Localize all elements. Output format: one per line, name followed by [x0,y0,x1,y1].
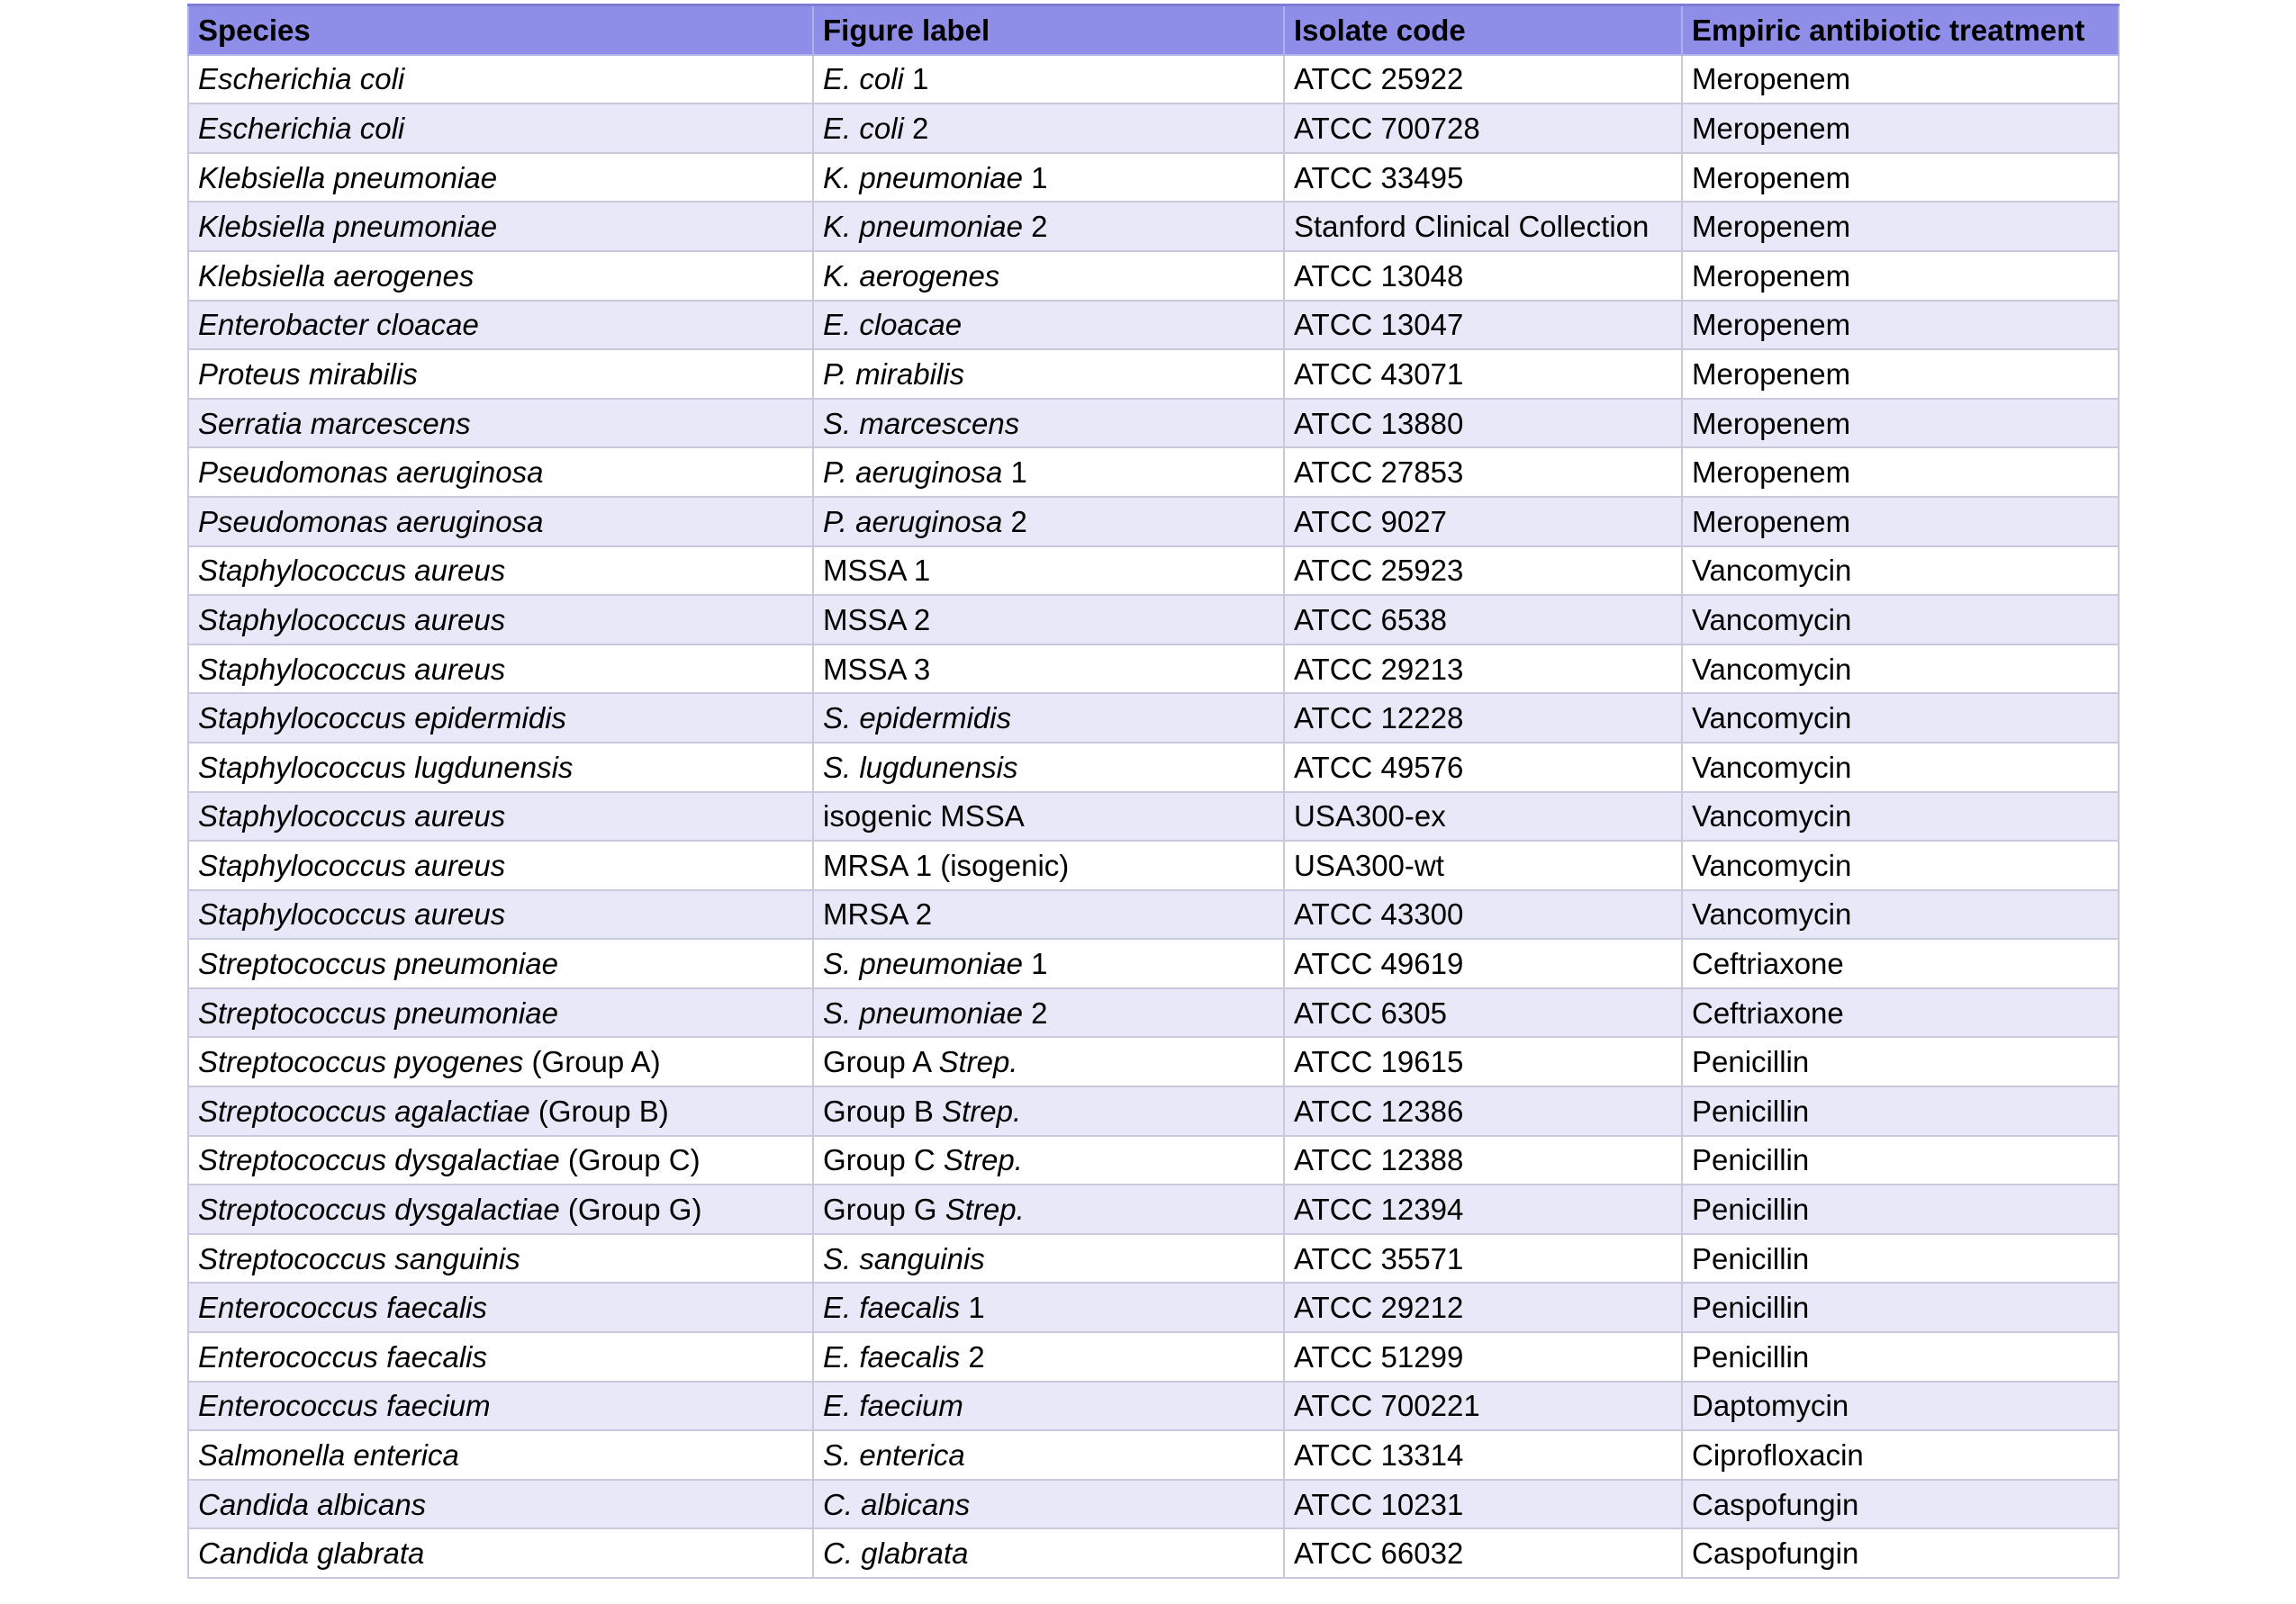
cell-empiric-treatment: Caspofungin [1682,1480,2119,1529]
figure-label-italic: K. pneumoniae [823,210,1023,244]
table-row [188,743,2119,792]
species-name: Candida glabrata [198,1536,425,1571]
cell-empiric-treatment: Meropenem [1682,251,2119,301]
cell-species [188,841,813,890]
table-row [188,202,2119,251]
cell-species [188,447,813,497]
header-figure-label: Figure label [813,5,1284,55]
figure-label-italic: S. pneumoniae [823,947,1023,981]
table-row [188,1037,2119,1086]
cell-isolate-code: ATCC 49619 [1284,939,1682,988]
species-name: Enterobacter cloacae [198,308,479,342]
table-body [188,55,2119,1578]
cell-species [188,301,813,350]
table-row [188,595,2119,644]
table-row [188,1430,2119,1480]
species-name: Escherichia coli [198,111,405,145]
species-group: (Group G) [559,1193,702,1227]
cell-isolate-code: ATCC 9027 [1284,497,1682,546]
table-row [188,841,2119,890]
table-row [188,1086,2119,1136]
cell-species [188,693,813,743]
figure-label-prefix: Group A [823,1045,939,1079]
species-name: Staphylococcus aureus [198,799,506,834]
cell-figure-label [813,1430,1284,1480]
cell-species [188,792,813,842]
species-name: Streptococcus pneumoniae [198,996,558,1030]
isolate-table [187,4,2120,1579]
cell-species [188,743,813,792]
cell-empiric-treatment: Meropenem [1682,497,2119,546]
cell-species [188,1136,813,1185]
cell-isolate-code: ATCC 25923 [1284,546,1682,596]
cell-empiric-treatment: Vancomycin [1682,841,2119,890]
cell-isolate-code: ATCC 12388 [1284,1136,1682,1185]
table-row [188,890,2119,940]
figure-label-text: MSSA 1 [823,554,931,588]
cell-isolate-code: ATCC 43300 [1284,890,1682,940]
cell-figure-label [813,595,1284,644]
figure-label-prefix: Group C [823,1143,944,1177]
species-name: Pseudomonas aeruginosa [198,504,544,538]
cell-isolate-code: ATCC 700728 [1284,104,1682,153]
table-row [188,1528,2119,1578]
header-empiric-treatment: Empiric antibiotic treatment [1682,5,2119,55]
table-row [188,399,2119,448]
figure-label-italic: E. faecalis [823,1339,961,1374]
cell-isolate-code: ATCC 51299 [1284,1332,1682,1382]
table-header [188,5,2119,55]
figure-label-text: 2 [1023,210,1048,244]
cell-empiric-treatment: Penicillin [1682,1136,2119,1185]
cell-figure-label [813,1185,1284,1234]
species-name: Streptococcus sanguinis [198,1241,520,1275]
table-row [188,1185,2119,1234]
cell-species [188,1037,813,1086]
species-name: Streptococcus dysgalactiae [198,1143,560,1177]
cell-species [188,349,813,399]
cell-figure-label [813,1332,1284,1382]
species-group: (Group A) [523,1045,661,1079]
species-name: Klebsiella pneumoniae [198,210,498,244]
species-name: Candida albicans [198,1487,427,1521]
cell-empiric-treatment: Vancomycin [1682,890,2119,940]
cell-isolate-code: USA300-wt [1284,841,1682,890]
cell-isolate-code: ATCC 10231 [1284,1480,1682,1529]
cell-species [188,497,813,546]
species-name: Streptococcus agalactiae [198,1094,530,1128]
species-name: Enterococcus faecium [198,1389,491,1423]
cell-species [188,55,813,104]
cell-isolate-code: ATCC 6305 [1284,988,1682,1038]
figure-label-text: isogenic MSSA [823,799,1025,834]
cell-isolate-code: USA300-ex [1284,792,1682,842]
table-row [188,1382,2119,1431]
figure-label-text: 1 [903,62,929,96]
cell-figure-label [813,349,1284,399]
table-row [188,792,2119,842]
table-row [188,1283,2119,1332]
cell-figure-label [813,644,1284,694]
figure-label-italic: E. faecium [823,1389,963,1423]
table-row [188,1234,2119,1284]
header-isolate-code: Isolate code [1284,5,1682,55]
table-row [188,693,2119,743]
figure-label-text: 1 [960,1291,985,1325]
cell-species [188,939,813,988]
table-row [188,546,2119,596]
cell-isolate-code: ATCC 25922 [1284,55,1682,104]
figure-label-text: 2 [960,1339,985,1374]
cell-isolate-code: ATCC 12228 [1284,693,1682,743]
cell-figure-label [813,1234,1284,1284]
figure-label-text: 1 [1023,160,1048,194]
cell-empiric-treatment: Vancomycin [1682,644,2119,694]
figure-label-prefix: Group G [823,1193,945,1227]
cell-empiric-treatment: Meropenem [1682,153,2119,203]
cell-figure-label [813,792,1284,842]
figure-label-italic: P. aeruginosa [823,504,1003,538]
cell-isolate-code: ATCC 43071 [1284,349,1682,399]
cell-empiric-treatment: Meropenem [1682,349,2119,399]
species-name: Staphylococcus aureus [198,848,506,882]
cell-species [188,399,813,448]
cell-isolate-code: ATCC 13047 [1284,301,1682,350]
species-name: Escherichia coli [198,62,405,96]
cell-empiric-treatment: Penicillin [1682,1283,2119,1332]
cell-species [188,546,813,596]
figure-label-italic: E. cloacae [823,308,963,342]
species-name: Enterococcus faecalis [198,1339,487,1374]
cell-empiric-treatment: Penicillin [1682,1086,2119,1136]
figure-label-italic: Strep. [938,1045,1018,1079]
species-name: Serratia marcescens [198,406,471,440]
cell-empiric-treatment: Ceftriaxone [1682,988,2119,1038]
cell-figure-label [813,890,1284,940]
cell-isolate-code: ATCC 19615 [1284,1037,1682,1086]
cell-species [188,1382,813,1431]
cell-figure-label [813,202,1284,251]
cell-isolate-code: ATCC 33495 [1284,153,1682,203]
cell-species [188,890,813,940]
cell-isolate-code: ATCC 29213 [1284,644,1682,694]
figure-label-italic: S. lugdunensis [823,750,1018,784]
figure-label-text: MRSA 1 (isogenic) [823,848,1070,882]
cell-figure-label [813,104,1284,153]
figure-label-italic: E. faecalis [823,1291,961,1325]
cell-isolate-code: ATCC 13314 [1284,1430,1682,1480]
cell-figure-label [813,1283,1284,1332]
cell-figure-label [813,546,1284,596]
figure-label-italic: E. coli [823,111,904,145]
cell-species [188,153,813,203]
cell-empiric-treatment: Daptomycin [1682,1382,2119,1431]
table-row [188,447,2119,497]
species-name: Streptococcus pyogenes [198,1045,524,1079]
figure-label-italic: E. coli [823,62,904,96]
species-name: Pseudomonas aeruginosa [198,455,544,490]
figure-label-italic: Strep. [942,1094,1022,1128]
cell-empiric-treatment: Vancomycin [1682,693,2119,743]
figure-label-italic: K. aerogenes [823,258,1000,293]
cell-empiric-treatment: Ciprofloxacin [1682,1430,2119,1480]
species-name: Streptococcus pneumoniae [198,947,558,981]
cell-isolate-code: ATCC 27853 [1284,447,1682,497]
table-row [188,1480,2119,1529]
cell-species [188,202,813,251]
species-name: Proteus mirabilis [198,356,418,391]
cell-isolate-code: Stanford Clinical Collection [1284,202,1682,251]
table-row [188,1136,2119,1185]
cell-isolate-code: ATCC 29212 [1284,1283,1682,1332]
species-name: Staphylococcus aureus [198,602,506,636]
figure-label-italic: P. aeruginosa [823,455,1003,490]
cell-isolate-code: ATCC 13880 [1284,399,1682,448]
species-name: Enterococcus faecalis [198,1291,487,1325]
table-row [188,104,2119,153]
cell-species [188,1234,813,1284]
cell-empiric-treatment: Vancomycin [1682,743,2119,792]
cell-species [188,595,813,644]
cell-species [188,1480,813,1529]
table-row [188,1332,2119,1382]
cell-species [188,1332,813,1382]
figure-label-italic: S. enterica [823,1438,965,1473]
cell-species [188,1528,813,1578]
cell-empiric-treatment: Meropenem [1682,55,2119,104]
cell-figure-label [813,743,1284,792]
figure-label-text: 1 [1002,455,1027,490]
species-name: Klebsiella pneumoniae [198,160,498,194]
cell-empiric-treatment: Penicillin [1682,1185,2119,1234]
cell-figure-label [813,988,1284,1038]
cell-figure-label [813,693,1284,743]
species-name: Streptococcus dysgalactiae [198,1193,560,1227]
cell-figure-label [813,1037,1284,1086]
cell-species [188,1086,813,1136]
figure-label-italic: S. marcescens [823,406,1020,440]
header-species: Species [188,5,813,55]
cell-empiric-treatment: Penicillin [1682,1332,2119,1382]
cell-isolate-code: ATCC 6538 [1284,595,1682,644]
header-row [188,5,2119,55]
cell-figure-label [813,153,1284,203]
cell-empiric-treatment: Ceftriaxone [1682,939,2119,988]
cell-figure-label [813,1480,1284,1529]
cell-empiric-treatment: Penicillin [1682,1037,2119,1086]
cell-figure-label [813,55,1284,104]
figure-label-text: MSSA 2 [823,602,931,636]
figure-label-italic: K. pneumoniae [823,160,1023,194]
cell-species [188,104,813,153]
cell-figure-label [813,447,1284,497]
cell-isolate-code: ATCC 49576 [1284,743,1682,792]
cell-figure-label [813,1528,1284,1578]
species-group: (Group C) [559,1143,701,1177]
table-row [188,988,2119,1038]
cell-empiric-treatment: Vancomycin [1682,546,2119,596]
figure-label-text: 2 [903,111,929,145]
figure-label-italic: P. mirabilis [823,356,965,391]
cell-figure-label [813,1136,1284,1185]
isolate-table-container [187,4,2118,1579]
figure-label-text: 2 [1002,504,1027,538]
cell-figure-label [813,301,1284,350]
figure-label-text: 1 [1023,947,1048,981]
cell-figure-label [813,497,1284,546]
table-row [188,55,2119,104]
cell-empiric-treatment: Caspofungin [1682,1528,2119,1578]
table-row [188,497,2119,546]
table-row [188,349,2119,399]
cell-empiric-treatment: Meropenem [1682,104,2119,153]
species-name: Klebsiella aerogenes [198,258,475,293]
species-name: Staphylococcus aureus [198,897,506,932]
figure-label-italic: C. albicans [823,1487,971,1521]
cell-isolate-code: ATCC 35571 [1284,1234,1682,1284]
cell-figure-label [813,1382,1284,1431]
cell-figure-label [813,251,1284,301]
species-name: Salmonella enterica [198,1438,459,1473]
cell-isolate-code: ATCC 66032 [1284,1528,1682,1578]
cell-empiric-treatment: Meropenem [1682,399,2119,448]
cell-empiric-treatment: Meropenem [1682,301,2119,350]
cell-figure-label [813,399,1284,448]
cell-isolate-code: ATCC 13048 [1284,251,1682,301]
cell-species [188,251,813,301]
cell-species [188,1185,813,1234]
cell-empiric-treatment: Meropenem [1682,202,2119,251]
figure-label-text: 2 [1023,996,1048,1030]
table-row [188,251,2119,301]
table-row [188,644,2119,694]
cell-isolate-code: ATCC 700221 [1284,1382,1682,1431]
species-group: (Group B) [529,1094,669,1128]
cell-species [188,1283,813,1332]
cell-empiric-treatment: Vancomycin [1682,595,2119,644]
cell-species [188,644,813,694]
cell-empiric-treatment: Penicillin [1682,1234,2119,1284]
figure-label-italic: S. pneumoniae [823,996,1023,1030]
figure-label-italic: Strep. [943,1143,1023,1177]
cell-species [188,1430,813,1480]
cell-empiric-treatment: Vancomycin [1682,792,2119,842]
cell-figure-label [813,1086,1284,1136]
table-row [188,939,2119,988]
figure-label-text: MRSA 2 [823,897,933,932]
table-row [188,153,2119,203]
cell-isolate-code: ATCC 12394 [1284,1185,1682,1234]
figure-label-italic: Strep. [945,1193,1025,1227]
cell-species [188,988,813,1038]
figure-label-text: MSSA 3 [823,652,931,686]
cell-figure-label [813,939,1284,988]
figure-label-prefix: Group B [823,1094,943,1128]
species-name: Staphylococcus epidermidis [198,701,567,735]
cell-figure-label [813,841,1284,890]
cell-empiric-treatment: Meropenem [1682,447,2119,497]
figure-label-italic: S. sanguinis [823,1241,985,1275]
species-name: Staphylococcus aureus [198,652,506,686]
cell-isolate-code: ATCC 12386 [1284,1086,1682,1136]
figure-label-italic: S. epidermidis [823,701,1012,735]
figure-label-italic: C. glabrata [823,1536,969,1571]
species-name: Staphylococcus aureus [198,554,506,588]
species-name: Staphylococcus lugdunensis [198,750,574,784]
table-row [188,301,2119,350]
